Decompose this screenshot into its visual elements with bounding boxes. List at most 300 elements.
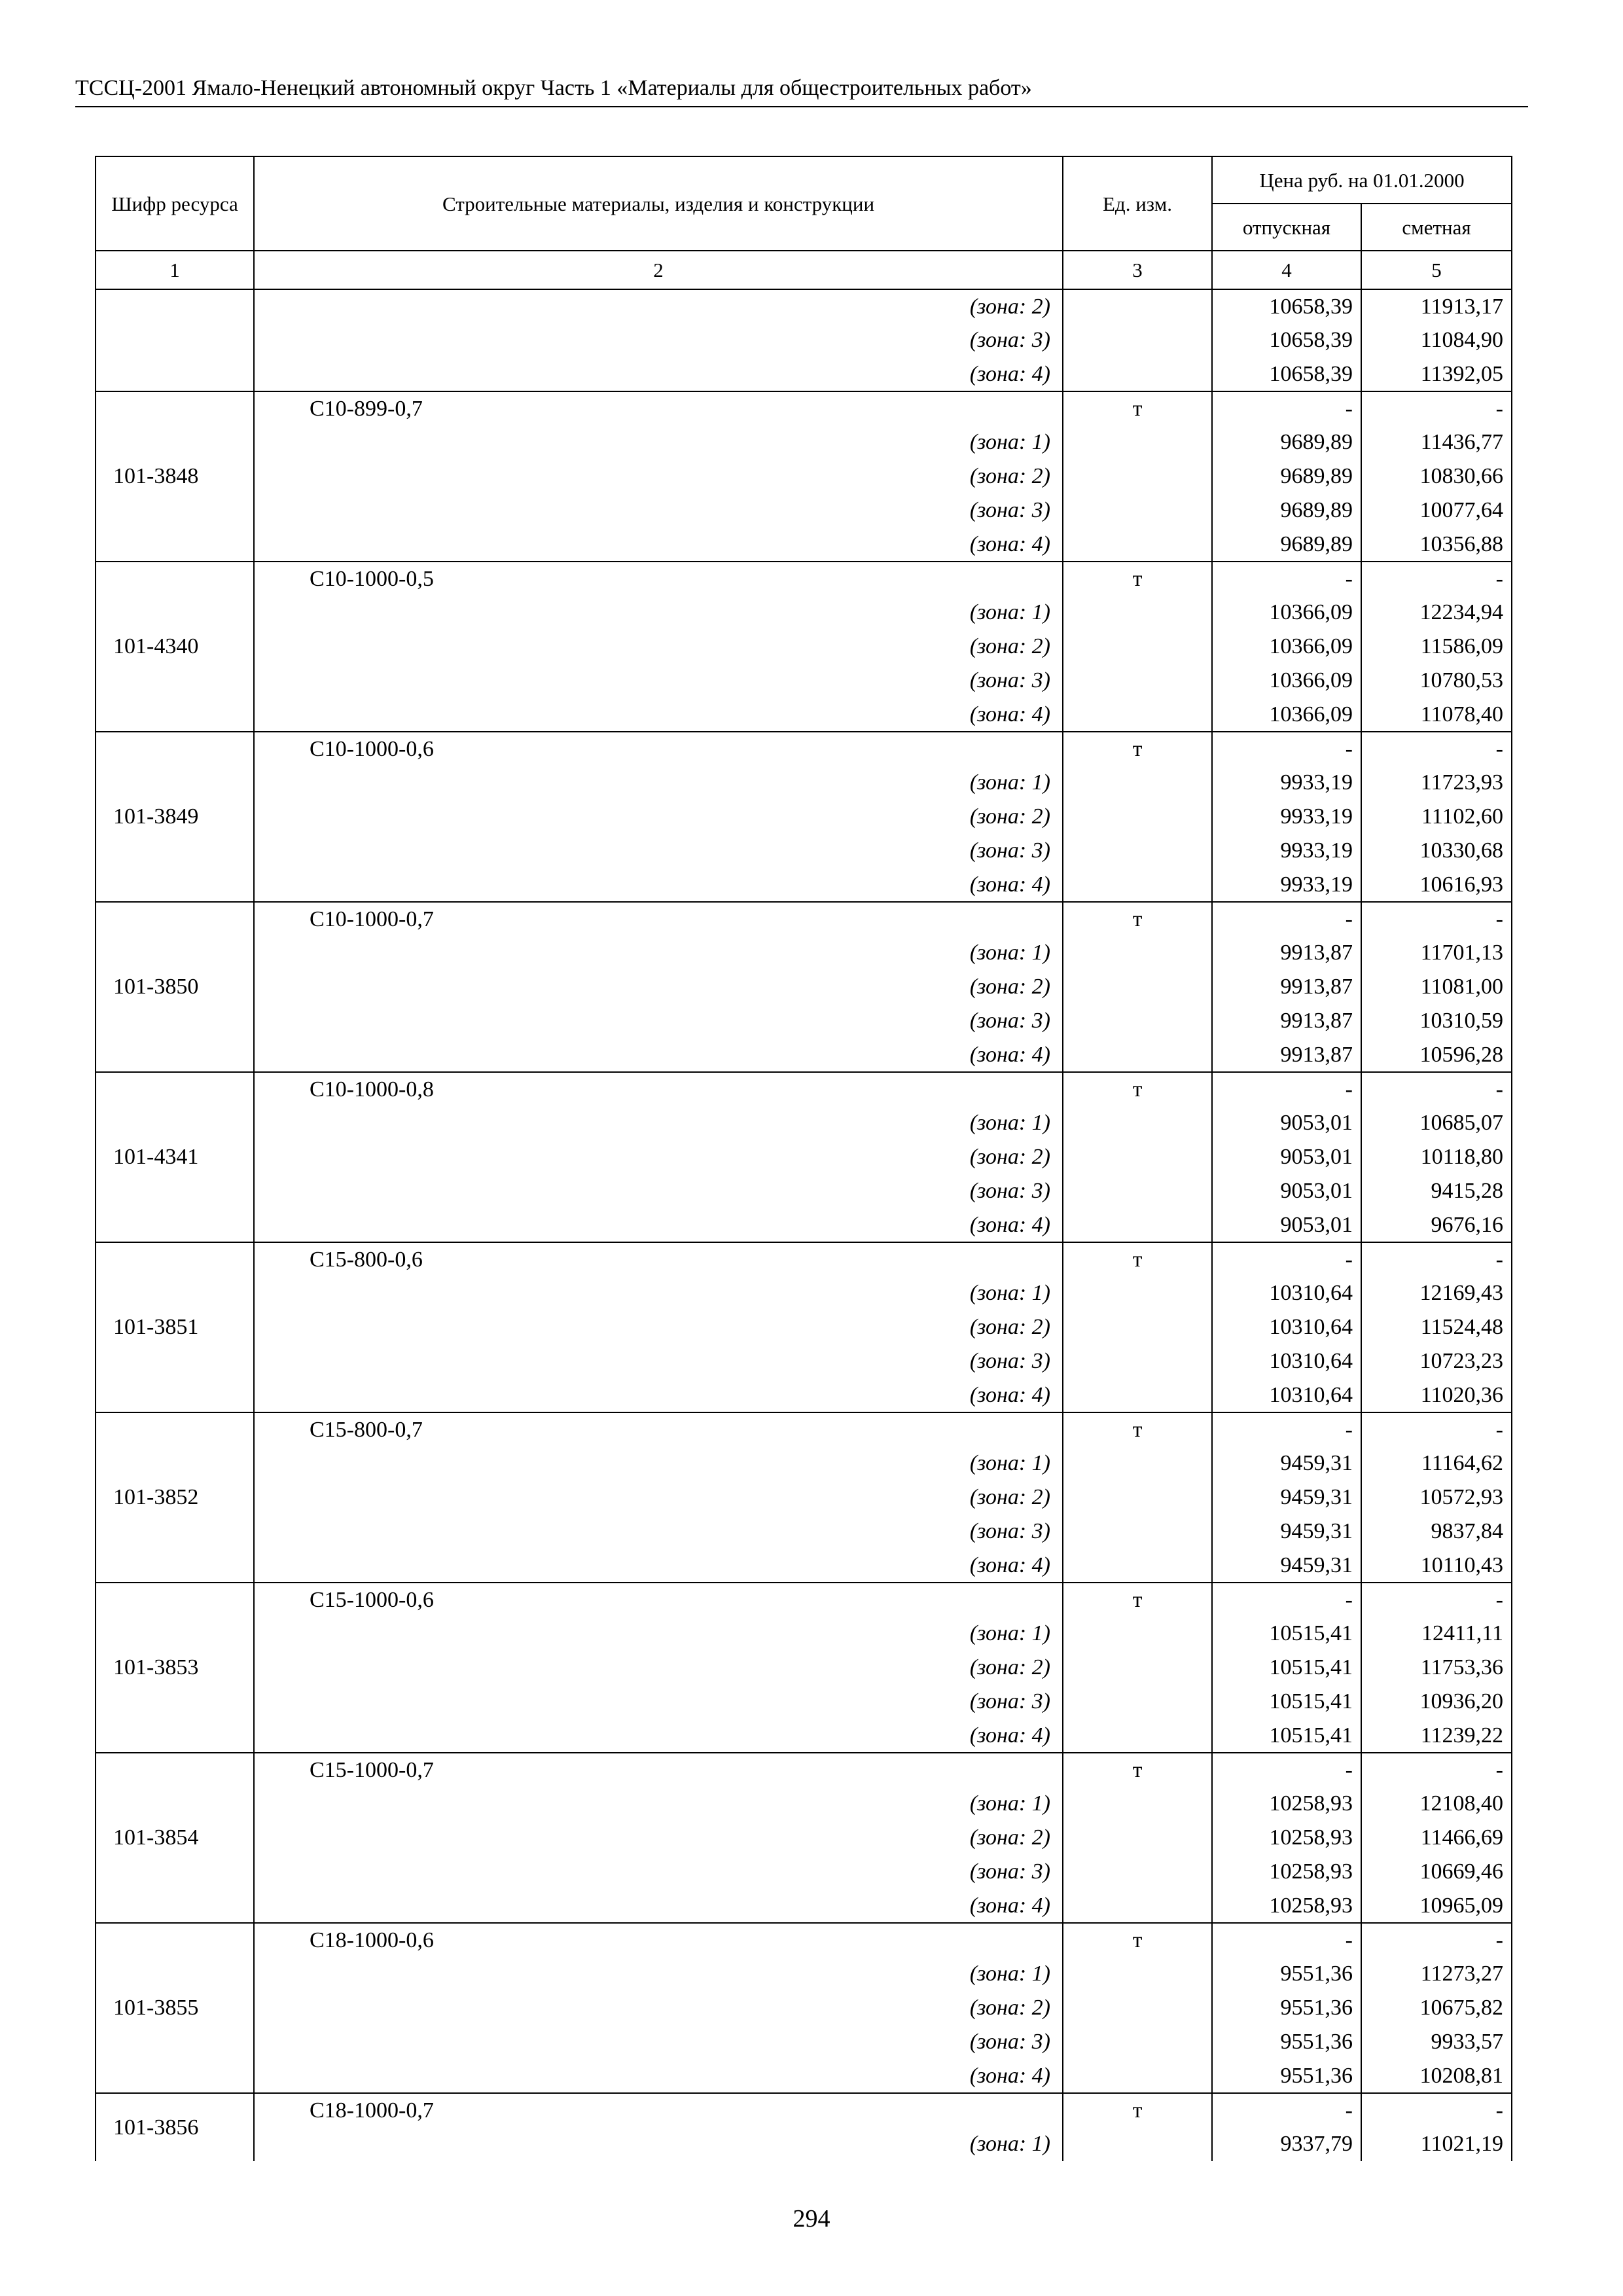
- zone-label: (зона: 3): [254, 323, 1063, 357]
- zone-label: (зона: 3): [254, 1174, 1063, 1208]
- table-row: [96, 2059, 1512, 2093]
- release-price: 9913,87: [1212, 970, 1361, 1004]
- release-price: 10258,93: [1212, 1787, 1361, 1821]
- table-row: [96, 698, 1512, 732]
- release-price: -: [1212, 1072, 1361, 1106]
- table-row: [96, 834, 1512, 868]
- estimate-price: 11273,27: [1361, 1957, 1512, 1991]
- unit-cell: т: [1063, 562, 1212, 596]
- column-header-name: Строительные материалы, изделия и конструкции: [254, 156, 1063, 251]
- release-price: 9459,31: [1212, 1446, 1361, 1480]
- release-price: 9551,36: [1212, 2059, 1361, 2093]
- release-price: 9551,36: [1212, 2025, 1361, 2059]
- table-row: [96, 902, 1512, 936]
- table-row: [96, 1446, 1512, 1480]
- estimate-price: 10936,20: [1361, 1685, 1512, 1719]
- resource-code: 101-3853: [96, 1583, 254, 1753]
- table-head: [96, 156, 1512, 289]
- zone-label: (зона: 1): [254, 766, 1063, 800]
- unit-cell: [1063, 766, 1212, 800]
- resource-code: 101-3856: [96, 2093, 254, 2161]
- zone-label: (зона: 3): [254, 664, 1063, 698]
- material-name: С15-800-0,6: [254, 1242, 1063, 1276]
- zone-label: (зона: 1): [254, 425, 1063, 459]
- release-price: 9933,19: [1212, 834, 1361, 868]
- table-row: [96, 630, 1512, 664]
- estimate-price: 12234,94: [1361, 596, 1512, 630]
- estimate-price: 11021,19: [1361, 2127, 1512, 2161]
- unit-cell: т: [1063, 1923, 1212, 1957]
- unit-cell: [1063, 1515, 1212, 1549]
- zone-label: (зона: 4): [254, 1719, 1063, 1753]
- header-rule: [75, 106, 1528, 107]
- estimate-price: 9415,28: [1361, 1174, 1512, 1208]
- release-price: 9913,87: [1212, 1038, 1361, 1072]
- table-row: [96, 1480, 1512, 1515]
- estimate-price: 9837,84: [1361, 1515, 1512, 1549]
- unit-cell: [1063, 1038, 1212, 1072]
- table-row: [96, 2093, 1512, 2127]
- estimate-price: -: [1361, 391, 1512, 425]
- estimate-price: 10077,64: [1361, 493, 1512, 528]
- unit-cell: [1063, 1174, 1212, 1208]
- estimate-price: -: [1361, 1753, 1512, 1787]
- zone-label: (зона: 2): [254, 1991, 1063, 2025]
- table-row: [96, 1072, 1512, 1106]
- release-price: 10310,64: [1212, 1344, 1361, 1378]
- table-row: [96, 425, 1512, 459]
- unit-cell: [1063, 1651, 1212, 1685]
- unit-cell: [1063, 323, 1212, 357]
- release-price: -: [1212, 1412, 1361, 1446]
- table-row: [96, 1549, 1512, 1583]
- release-price: 10258,93: [1212, 1855, 1361, 1889]
- table-row: [96, 1583, 1512, 1617]
- document-header: ТССЦ-2001 Ямало-Ненецкий автономный округ Часть 1 «Материалы для общестроительных работ»: [75, 76, 1032, 100]
- table-row: [96, 732, 1512, 766]
- zone-label: (зона: 2): [254, 1480, 1063, 1515]
- table-row: [96, 459, 1512, 493]
- table-row: [96, 936, 1512, 970]
- table-row: [96, 868, 1512, 902]
- unit-cell: [1063, 1344, 1212, 1378]
- estimate-price: -: [1361, 1923, 1512, 1957]
- table-row: [96, 664, 1512, 698]
- material-name: С15-1000-0,7: [254, 1753, 1063, 1787]
- zone-label: (зона: 1): [254, 1957, 1063, 1991]
- table-row: [96, 1004, 1512, 1038]
- zone-label: (зона: 2): [254, 1821, 1063, 1855]
- zone-label: (зона: 2): [254, 1651, 1063, 1685]
- zone-label: (зона: 4): [254, 1889, 1063, 1923]
- table-row: [96, 800, 1512, 834]
- release-price: 10658,39: [1212, 323, 1361, 357]
- zone-label: (зона: 4): [254, 698, 1063, 732]
- page-number: 294: [793, 2205, 830, 2233]
- estimate-price: 12108,40: [1361, 1787, 1512, 1821]
- material-name: С10-1000-0,6: [254, 732, 1063, 766]
- unit-cell: [1063, 970, 1212, 1004]
- unit-cell: т: [1063, 1753, 1212, 1787]
- estimate-price: 10669,46: [1361, 1855, 1512, 1889]
- table-row: [96, 766, 1512, 800]
- unit-cell: [1063, 289, 1212, 323]
- release-price: -: [1212, 1753, 1361, 1787]
- table-row: [96, 562, 1512, 596]
- estimate-price: 10310,59: [1361, 1004, 1512, 1038]
- release-price: 9337,79: [1212, 2127, 1361, 2161]
- estimate-price: 11723,93: [1361, 766, 1512, 800]
- unit-cell: [1063, 357, 1212, 391]
- estimate-price: 10208,81: [1361, 2059, 1512, 2093]
- table-row: [96, 1991, 1512, 2025]
- table-row: [96, 323, 1512, 357]
- table-row: [96, 596, 1512, 630]
- unit-cell: [1063, 2127, 1212, 2161]
- unit-cell: т: [1063, 1242, 1212, 1276]
- table-row: [96, 1378, 1512, 1412]
- price-table: [95, 156, 1512, 2161]
- zone-label: (зона: 4): [254, 528, 1063, 562]
- estimate-price: -: [1361, 732, 1512, 766]
- release-price: 10515,41: [1212, 1617, 1361, 1651]
- estimate-price: 11392,05: [1361, 357, 1512, 391]
- resource-code: 101-4340: [96, 562, 254, 732]
- resource-code: 101-3848: [96, 391, 254, 562]
- release-price: -: [1212, 732, 1361, 766]
- table-row: [96, 1651, 1512, 1685]
- table-row: [96, 1174, 1512, 1208]
- table-row: [96, 357, 1512, 391]
- unit-cell: [1063, 1617, 1212, 1651]
- resource-code: 101-3849: [96, 732, 254, 902]
- zone-label: (зона: 3): [254, 1855, 1063, 1889]
- release-price: 9689,89: [1212, 459, 1361, 493]
- table-row: [96, 1855, 1512, 1889]
- unit-cell: [1063, 1140, 1212, 1174]
- unit-cell: [1063, 1446, 1212, 1480]
- estimate-price: 10675,82: [1361, 1991, 1512, 2025]
- release-price: -: [1212, 1242, 1361, 1276]
- table-row: [96, 2127, 1512, 2161]
- release-price: 9933,19: [1212, 868, 1361, 902]
- estimate-price: 11466,69: [1361, 1821, 1512, 1855]
- release-price: 9913,87: [1212, 936, 1361, 970]
- table-row: [96, 1719, 1512, 1753]
- zone-label: (зона: 1): [254, 1276, 1063, 1310]
- resource-code: 101-3852: [96, 1412, 254, 1583]
- release-price: 9053,01: [1212, 1174, 1361, 1208]
- release-price: 10366,09: [1212, 630, 1361, 664]
- table-row: [96, 493, 1512, 528]
- unit-cell: [1063, 1889, 1212, 1923]
- zone-label: (зона: 2): [254, 459, 1063, 493]
- table-row: [96, 1344, 1512, 1378]
- release-price: 10310,64: [1212, 1378, 1361, 1412]
- zone-label: (зона: 4): [254, 357, 1063, 391]
- release-price: 10515,41: [1212, 1651, 1361, 1685]
- unit-cell: [1063, 1004, 1212, 1038]
- material-name: С10-1000-0,5: [254, 562, 1063, 596]
- estimate-price: -: [1361, 2093, 1512, 2127]
- table-row: [96, 970, 1512, 1004]
- estimate-price: 11524,48: [1361, 1310, 1512, 1344]
- release-price: 10658,39: [1212, 357, 1361, 391]
- unit-cell: [1063, 1685, 1212, 1719]
- table-row: [96, 1515, 1512, 1549]
- unit-cell: [1063, 1480, 1212, 1515]
- estimate-price: 10780,53: [1361, 664, 1512, 698]
- resource-code: 101-3850: [96, 902, 254, 1072]
- unit-cell: [1063, 1276, 1212, 1310]
- unit-cell: [1063, 834, 1212, 868]
- unit-cell: [1063, 1719, 1212, 1753]
- zone-label: (зона: 1): [254, 936, 1063, 970]
- unit-cell: [1063, 596, 1212, 630]
- zone-label: (зона: 4): [254, 1378, 1063, 1412]
- release-price: 9459,31: [1212, 1549, 1361, 1583]
- column-number-2: 2: [254, 251, 1063, 289]
- unit-cell: [1063, 1957, 1212, 1991]
- estimate-price: 11436,77: [1361, 425, 1512, 459]
- release-price: -: [1212, 1923, 1361, 1957]
- unit-cell: [1063, 1549, 1212, 1583]
- unit-cell: [1063, 1310, 1212, 1344]
- table-row: [96, 1140, 1512, 1174]
- table-row: [96, 1957, 1512, 1991]
- estimate-price: 11164,62: [1361, 1446, 1512, 1480]
- material-name: С10-899-0,7: [254, 391, 1063, 425]
- table-row: [96, 1923, 1512, 1957]
- estimate-price: 11078,40: [1361, 698, 1512, 732]
- table-row: [96, 289, 1512, 323]
- table-row: [96, 1242, 1512, 1276]
- zone-label: (зона: 1): [254, 1446, 1063, 1480]
- column-number-3: 3: [1063, 251, 1212, 289]
- estimate-price: 10830,66: [1361, 459, 1512, 493]
- unit-cell: [1063, 1208, 1212, 1242]
- resource-code: 101-4341: [96, 1072, 254, 1242]
- resource-code: 101-3855: [96, 1923, 254, 2093]
- unit-cell: [1063, 664, 1212, 698]
- zone-label: (зона: 4): [254, 1549, 1063, 1583]
- release-price: -: [1212, 902, 1361, 936]
- zone-label: (зона: 3): [254, 834, 1063, 868]
- estimate-price: 10110,43: [1361, 1549, 1512, 1583]
- estimate-price: 11020,36: [1361, 1378, 1512, 1412]
- estimate-price: 10118,80: [1361, 1140, 1512, 1174]
- unit-cell: [1063, 868, 1212, 902]
- release-price: -: [1212, 562, 1361, 596]
- material-name: С18-1000-0,7: [254, 2093, 1063, 2127]
- release-price: -: [1212, 1583, 1361, 1617]
- column-header-code: Шифр ресурса: [96, 156, 254, 251]
- release-price: 10258,93: [1212, 1821, 1361, 1855]
- zone-label: (зона: 2): [254, 1140, 1063, 1174]
- column-header-unit: Ед. изм.: [1063, 156, 1212, 251]
- release-price: 9459,31: [1212, 1480, 1361, 1515]
- estimate-price: -: [1361, 1412, 1512, 1446]
- estimate-price: 12411,11: [1361, 1617, 1512, 1651]
- unit-cell: [1063, 698, 1212, 732]
- material-name: С10-1000-0,7: [254, 902, 1063, 936]
- release-price: 9689,89: [1212, 493, 1361, 528]
- estimate-price: 10596,28: [1361, 1038, 1512, 1072]
- table-row: [96, 528, 1512, 562]
- estimate-price: 10965,09: [1361, 1889, 1512, 1923]
- material-name: С15-800-0,7: [254, 1412, 1063, 1446]
- unit-cell: [1063, 800, 1212, 834]
- column-header-estimate: сметная: [1361, 204, 1512, 251]
- zone-label: (зона: 4): [254, 2059, 1063, 2093]
- column-header-release: отпускная: [1212, 204, 1361, 251]
- estimate-price: 9676,16: [1361, 1208, 1512, 1242]
- estimate-price: 10356,88: [1361, 528, 1512, 562]
- zone-label: (зона: 3): [254, 1004, 1063, 1038]
- column-number-4: 4: [1212, 251, 1361, 289]
- unit-cell: т: [1063, 1412, 1212, 1446]
- unit-cell: [1063, 1991, 1212, 2025]
- zone-label: (зона: 2): [254, 1310, 1063, 1344]
- release-price: -: [1212, 391, 1361, 425]
- estimate-price: 10685,07: [1361, 1106, 1512, 1140]
- resource-code: [96, 289, 254, 391]
- estimate-price: -: [1361, 1583, 1512, 1617]
- unit-cell: т: [1063, 732, 1212, 766]
- estimate-price: 11913,17: [1361, 289, 1512, 323]
- zone-label: (зона: 4): [254, 868, 1063, 902]
- table-row: [96, 1412, 1512, 1446]
- release-price: 10310,64: [1212, 1310, 1361, 1344]
- estimate-price: 11239,22: [1361, 1719, 1512, 1753]
- release-price: 9551,36: [1212, 1957, 1361, 1991]
- unit-cell: т: [1063, 902, 1212, 936]
- release-price: 9689,89: [1212, 528, 1361, 562]
- zone-label: (зона: 4): [254, 1208, 1063, 1242]
- release-price: 10515,41: [1212, 1685, 1361, 1719]
- table-row: [96, 1617, 1512, 1651]
- material-name: С15-1000-0,6: [254, 1583, 1063, 1617]
- table-row: [96, 1208, 1512, 1242]
- resource-code: 101-3854: [96, 1753, 254, 1923]
- table-body: [96, 289, 1512, 2161]
- release-price: 10515,41: [1212, 1719, 1361, 1753]
- table-row: [96, 1753, 1512, 1787]
- unit-cell: [1063, 493, 1212, 528]
- zone-label: (зона: 2): [254, 289, 1063, 323]
- zone-label: (зона: 3): [254, 2025, 1063, 2059]
- release-price: 10310,64: [1212, 1276, 1361, 1310]
- table-row: [96, 2025, 1512, 2059]
- table-row: [96, 1787, 1512, 1821]
- release-price: 9689,89: [1212, 425, 1361, 459]
- release-price: 9913,87: [1212, 1004, 1361, 1038]
- column-header-price-group: Цена руб. на 01.01.2000: [1212, 156, 1512, 204]
- table-row: [96, 1106, 1512, 1140]
- material-name: С18-1000-0,6: [254, 1923, 1063, 1957]
- column-number-1: 1: [96, 251, 254, 289]
- unit-cell: [1063, 1821, 1212, 1855]
- zone-label: (зона: 3): [254, 1344, 1063, 1378]
- estimate-price: -: [1361, 902, 1512, 936]
- estimate-price: 11753,36: [1361, 1651, 1512, 1685]
- estimate-price: -: [1361, 562, 1512, 596]
- unit-cell: [1063, 1855, 1212, 1889]
- unit-cell: [1063, 2025, 1212, 2059]
- table-row: [96, 391, 1512, 425]
- zone-label: (зона: 1): [254, 596, 1063, 630]
- table-row: [96, 1889, 1512, 1923]
- estimate-price: 11701,13: [1361, 936, 1512, 970]
- release-price: 9933,19: [1212, 800, 1361, 834]
- estimate-price: 11102,60: [1361, 800, 1512, 834]
- release-price: -: [1212, 2093, 1361, 2127]
- zone-label: (зона: 1): [254, 1787, 1063, 1821]
- estimate-price: 9933,57: [1361, 2025, 1512, 2059]
- unit-cell: [1063, 936, 1212, 970]
- zone-label: (зона: 3): [254, 493, 1063, 528]
- table-row: [96, 1821, 1512, 1855]
- material-name: С10-1000-0,8: [254, 1072, 1063, 1106]
- estimate-price: -: [1361, 1072, 1512, 1106]
- release-price: 10658,39: [1212, 289, 1361, 323]
- table-row: [96, 1685, 1512, 1719]
- zone-label: (зона: 2): [254, 630, 1063, 664]
- release-price: 10366,09: [1212, 664, 1361, 698]
- zone-label: (зона: 1): [254, 2127, 1063, 2161]
- zone-label: (зона: 1): [254, 1106, 1063, 1140]
- release-price: 9053,01: [1212, 1106, 1361, 1140]
- estimate-price: 11586,09: [1361, 630, 1512, 664]
- unit-cell: [1063, 630, 1212, 664]
- unit-cell: [1063, 1787, 1212, 1821]
- zone-label: (зона: 2): [254, 970, 1063, 1004]
- unit-cell: [1063, 1106, 1212, 1140]
- estimate-price: 10616,93: [1361, 868, 1512, 902]
- resource-code: 101-3851: [96, 1242, 254, 1412]
- release-price: 10258,93: [1212, 1889, 1361, 1923]
- unit-cell: т: [1063, 1072, 1212, 1106]
- estimate-price: 10330,68: [1361, 834, 1512, 868]
- zone-label: (зона: 3): [254, 1515, 1063, 1549]
- zone-label: (зона: 1): [254, 1617, 1063, 1651]
- release-price: 9459,31: [1212, 1515, 1361, 1549]
- release-price: 10366,09: [1212, 698, 1361, 732]
- estimate-price: -: [1361, 1242, 1512, 1276]
- table-row: [96, 1038, 1512, 1072]
- unit-cell: т: [1063, 1583, 1212, 1617]
- unit-cell: [1063, 425, 1212, 459]
- estimate-price: 12169,43: [1361, 1276, 1512, 1310]
- release-price: 9053,01: [1212, 1140, 1361, 1174]
- unit-cell: [1063, 528, 1212, 562]
- table-row: [96, 1310, 1512, 1344]
- column-number-5: 5: [1361, 251, 1512, 289]
- estimate-price: 11084,90: [1361, 323, 1512, 357]
- zone-label: (зона: 2): [254, 800, 1063, 834]
- estimate-price: 11081,00: [1361, 970, 1512, 1004]
- unit-cell: т: [1063, 2093, 1212, 2127]
- zone-label: (зона: 4): [254, 1038, 1063, 1072]
- unit-cell: [1063, 2059, 1212, 2093]
- table-row: [96, 1276, 1512, 1310]
- unit-cell: [1063, 459, 1212, 493]
- release-price: 10366,09: [1212, 596, 1361, 630]
- release-price: 9551,36: [1212, 1991, 1361, 2025]
- zone-label: (зона: 3): [254, 1685, 1063, 1719]
- estimate-price: 10723,23: [1361, 1344, 1512, 1378]
- release-price: 9933,19: [1212, 766, 1361, 800]
